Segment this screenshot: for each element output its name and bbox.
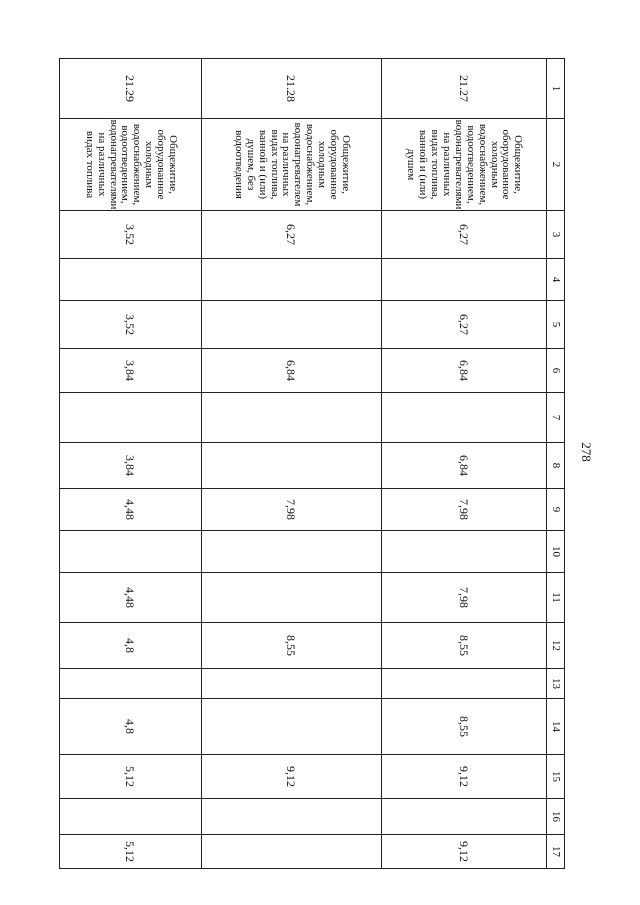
column-number: 12 bbox=[547, 623, 565, 669]
column-number: 17 bbox=[547, 835, 565, 869]
row-id: 21.29 bbox=[60, 59, 202, 119]
column-number: 1 bbox=[547, 59, 565, 119]
table-cell: 5,12 bbox=[60, 835, 202, 869]
table-cell: 9,12 bbox=[382, 755, 547, 799]
tariff-table bbox=[59, 58, 565, 869]
table-cell: 9,12 bbox=[382, 835, 547, 869]
column-number: 10 bbox=[547, 531, 565, 573]
row-id: 21.27 bbox=[382, 59, 547, 119]
row-description: Общежитие, оборудованное холодным водоснабжением, водонагревателем на различных видах топлива, ванной и (или) душем, без водоотведения bbox=[202, 119, 382, 211]
table-cell bbox=[382, 669, 547, 699]
rotated-table-container bbox=[60, 58, 565, 868]
column-number: 4 bbox=[547, 259, 565, 301]
table-cell bbox=[202, 573, 382, 623]
table-cell: 5,12 bbox=[60, 755, 202, 799]
table-cell bbox=[60, 259, 202, 301]
column-number: 5 bbox=[547, 301, 565, 349]
table-cell: 8,55 bbox=[202, 623, 382, 669]
column-number: 3 bbox=[547, 211, 565, 259]
column-number-row bbox=[547, 59, 565, 869]
column-number: 14 bbox=[547, 699, 565, 755]
table-cell bbox=[60, 393, 202, 443]
table-cell bbox=[382, 799, 547, 835]
table-cell: 6,84 bbox=[382, 443, 547, 489]
table-cell: 3,52 bbox=[60, 211, 202, 259]
table-row bbox=[60, 59, 202, 869]
table-cell bbox=[202, 443, 382, 489]
table-cell: 7,98 bbox=[382, 573, 547, 623]
table-cell: 8,55 bbox=[382, 623, 547, 669]
page-number: 278 bbox=[579, 442, 594, 462]
table-cell: 6,27 bbox=[202, 211, 382, 259]
column-number: 7 bbox=[547, 393, 565, 443]
row-id: 21.28 bbox=[202, 59, 382, 119]
table-cell bbox=[202, 301, 382, 349]
column-number: 15 bbox=[547, 755, 565, 799]
table-cell bbox=[382, 531, 547, 573]
table-cell: 9,12 bbox=[202, 755, 382, 799]
table-cell bbox=[202, 259, 382, 301]
row-description: Общежитие, оборудованное холодным водоснабжением, водоотведением, водонагревателями на различных видах топлива bbox=[60, 119, 202, 211]
table-cell bbox=[60, 669, 202, 699]
table-cell: 3,52 bbox=[60, 301, 202, 349]
table-cell: 7,98 bbox=[382, 489, 547, 531]
table-cell: 3,84 bbox=[60, 443, 202, 489]
table-cell bbox=[202, 393, 382, 443]
table-cell: 4,48 bbox=[60, 489, 202, 531]
table-row bbox=[382, 59, 547, 869]
column-number: 8 bbox=[547, 443, 565, 489]
column-number: 9 bbox=[547, 489, 565, 531]
column-number: 16 bbox=[547, 799, 565, 835]
table-cell bbox=[202, 799, 382, 835]
table-cell: 4,48 bbox=[60, 573, 202, 623]
table-cell: 3,84 bbox=[60, 349, 202, 393]
column-number: 13 bbox=[547, 669, 565, 699]
column-number: 6 bbox=[547, 349, 565, 393]
column-number: 11 bbox=[547, 573, 565, 623]
table-cell: 4,8 bbox=[60, 623, 202, 669]
table-cell bbox=[202, 531, 382, 573]
table-cell bbox=[60, 531, 202, 573]
table-cell: 6,27 bbox=[382, 211, 547, 259]
table-cell bbox=[382, 259, 547, 301]
table-cell bbox=[60, 799, 202, 835]
row-description: Общежитие, оборудованное холодным водоснабжением, водоотведением, водонагревателями на различных видах топлива, ванной и (или) душем bbox=[382, 119, 547, 211]
table-cell bbox=[202, 699, 382, 755]
table-cell bbox=[382, 393, 547, 443]
table-cell bbox=[202, 835, 382, 869]
table-cell: 8,55 bbox=[382, 699, 547, 755]
table-cell: 6,84 bbox=[382, 349, 547, 393]
table-cell: 6,27 bbox=[382, 301, 547, 349]
table-cell: 6,84 bbox=[202, 349, 382, 393]
table-cell: 4,8 bbox=[60, 699, 202, 755]
table-row bbox=[202, 59, 382, 869]
table-cell bbox=[202, 669, 382, 699]
column-number: 2 bbox=[547, 119, 565, 211]
table-cell: 7,98 bbox=[202, 489, 382, 531]
